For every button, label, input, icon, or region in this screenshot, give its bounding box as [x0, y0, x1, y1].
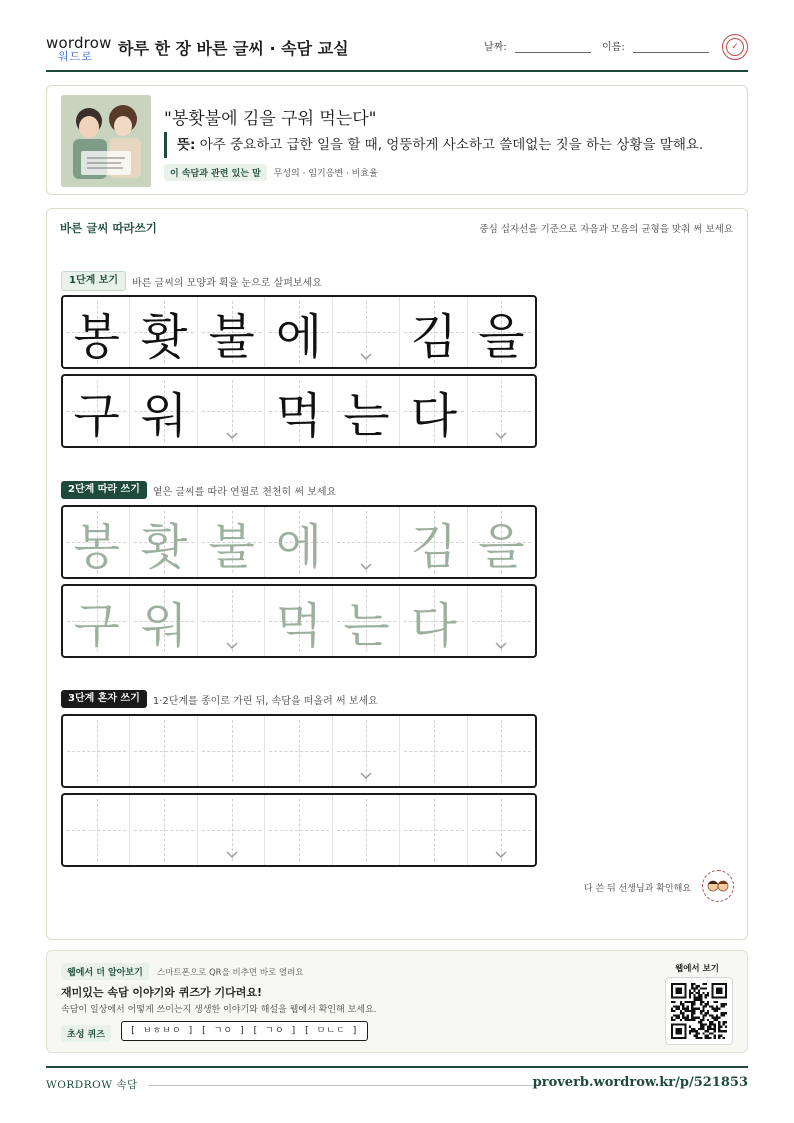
grid-cell[interactable]: [198, 507, 265, 577]
grid-glyph: 봉: [73, 518, 120, 575]
space-mark-icon: [495, 851, 507, 859]
grid-cell[interactable]: [400, 507, 467, 577]
step-2-row-2[interactable]: [61, 584, 537, 658]
check-note: 다 쓴 뒤 선생님과 확인해요: [583, 884, 691, 894]
page-header: [46, 30, 748, 72]
teacher-check-stamp-icon: [702, 870, 734, 902]
qr-code[interactable]: [665, 977, 733, 1045]
practice-title: 바른 글씨 따라쓰기: [60, 221, 157, 235]
check-stamp-icon: ✓: [722, 34, 748, 60]
name-line[interactable]: [633, 42, 709, 53]
grid-cell[interactable]: [468, 507, 535, 577]
step-3-desc: 1·2단계를 종이로 가린 뒤, 속담을 떠올려 써 보세요: [152, 695, 378, 707]
step-2-desc: 옅은 글씨를 따라 연필로 천천히 써 보세요: [152, 486, 337, 498]
logo-text: wordrow: [46, 34, 112, 52]
grid-cell: [400, 297, 467, 367]
space-mark-icon: [226, 851, 238, 859]
footer-brand: WORDROW 속담: [46, 1079, 138, 1091]
step-1-header: [61, 271, 322, 291]
wordrow-logo: [46, 34, 112, 63]
step-2-header: [61, 481, 336, 501]
practice-card: [46, 208, 748, 940]
step-3-header: [61, 690, 378, 710]
grid-glyph: 불: [208, 308, 255, 365]
space-mark-icon: [495, 432, 507, 440]
grid-cell[interactable]: [63, 716, 130, 786]
space-mark-icon: [495, 642, 507, 650]
grid-glyph: 다: [410, 597, 458, 654]
grid-glyph: 봉: [73, 308, 120, 365]
grid-glyph: 구: [73, 387, 120, 444]
qr-label: 웹에서 보기: [674, 964, 719, 974]
step-3-row-1[interactable]: [61, 714, 537, 788]
grid-cell[interactable]: [130, 586, 197, 656]
proverb-illustration: [61, 95, 151, 187]
grid-cell[interactable]: [198, 716, 265, 786]
grid-cell[interactable]: [400, 586, 467, 656]
step-3-row-2[interactable]: [61, 793, 537, 867]
grid-cell: [198, 376, 265, 446]
space-mark-icon: [360, 772, 372, 780]
chosung-quiz-box: [ ㅂㅎㅂㅇ ] [ ㄱㅇ ] [ ㄱㅇ ] [ ㅁㄴㄷ ]: [121, 1021, 368, 1041]
grid-cell[interactable]: [63, 795, 130, 865]
space-mark-icon: [360, 353, 372, 361]
related-label: 이 속담과 관련 있는 말: [164, 164, 267, 181]
proverb-meaning: [164, 132, 703, 158]
step-2-badge: 2단계 따라 쓰기: [61, 481, 147, 499]
grid-cell[interactable]: [130, 507, 197, 577]
step-2-row-1[interactable]: [61, 505, 537, 579]
grid-cell: [63, 297, 130, 367]
grid-cell[interactable]: [333, 716, 400, 786]
meaning-text: 아주 중요하고 급한 일을 할 때, 엉뚱하게 사소하고 쓸데없는 짓을 하는 상황을 말해요.: [199, 137, 704, 153]
grid-glyph: 워: [140, 597, 188, 654]
grid-cell: [333, 376, 400, 446]
space-mark-icon: [360, 563, 372, 571]
grid-glyph: 홧: [140, 518, 188, 575]
grid-glyph: 불: [208, 518, 255, 575]
grid-glyph: 에: [275, 518, 323, 575]
grid-cell[interactable]: [63, 507, 130, 577]
grid-glyph: 먹: [275, 387, 323, 444]
grid-glyph: 먹: [275, 597, 323, 654]
grid-cell: [130, 297, 197, 367]
grid-glyph: 김: [410, 308, 458, 365]
grid-cell: [130, 376, 197, 446]
grid-cell: [198, 297, 265, 367]
date-label: 날짜:: [484, 42, 507, 53]
page-footer: [46, 1066, 748, 1096]
date-field[interactable]: [484, 38, 591, 53]
grid-cell[interactable]: [198, 586, 265, 656]
grid-cell[interactable]: [468, 795, 535, 865]
grid-cell: [333, 297, 400, 367]
grid-glyph: 는: [343, 597, 390, 654]
grid-cell[interactable]: [400, 795, 467, 865]
grid-cell[interactable]: [333, 586, 400, 656]
step-1-row-2: [61, 374, 537, 448]
grid-cell[interactable]: [265, 716, 332, 786]
qr-code-icon[interactable]: [671, 983, 727, 1039]
web-more-card: [46, 950, 748, 1053]
related-words-text: 무성의 · 임기응변 · 비효율: [273, 169, 378, 179]
step-1-row-1: [61, 295, 537, 369]
grid-glyph: 다: [410, 387, 458, 444]
grid-cell[interactable]: [63, 586, 130, 656]
grid-glyph: 을: [478, 518, 525, 575]
quiz-tag: 초성 퀴즈: [61, 1025, 111, 1042]
step-3-badge: 3단계 혼자 쓰기: [61, 690, 147, 708]
name-label: 이름:: [602, 42, 625, 53]
grid-glyph: 을: [478, 308, 525, 365]
grid-glyph: 구: [73, 597, 120, 654]
grid-glyph: 워: [140, 387, 188, 444]
practice-hint: 중심 십자선을 기준으로 자음과 모음의 균형을 맞춰 써 보세요: [479, 224, 733, 235]
grid-cell: [400, 376, 467, 446]
grid-glyph: 는: [343, 387, 390, 444]
proverb-card: [46, 85, 748, 195]
grid-cell[interactable]: [468, 716, 535, 786]
meaning-label: 뜻:: [177, 137, 196, 153]
grid-cell: [468, 297, 535, 367]
grid-cell: [468, 376, 535, 446]
grid-glyph: 김: [410, 518, 458, 575]
grid-cell[interactable]: [265, 795, 332, 865]
related-words: [164, 164, 378, 181]
grid-cell: [63, 376, 130, 446]
grid-cell[interactable]: [400, 716, 467, 786]
grid-cell[interactable]: [333, 795, 400, 865]
footer-rule: [148, 1085, 538, 1086]
grid-glyph: 홧: [140, 308, 188, 365]
grid-cell[interactable]: [130, 795, 197, 865]
grid-cell[interactable]: [265, 507, 332, 577]
grid-cell[interactable]: [333, 507, 400, 577]
proverb-title: "봉홧불에 김을 구워 먹는다": [164, 109, 377, 129]
step-1-desc: 바른 글씨의 모양과 획을 눈으로 살펴보세요: [132, 277, 322, 289]
grid-cell: [265, 297, 332, 367]
grid-cell: [265, 376, 332, 446]
web-more-hint: 스마트폰으로 QR을 비추면 바로 열려요: [157, 968, 304, 978]
web-more-headline: 재미있는 속담 이야기와 퀴즈가 기다려요!: [61, 986, 262, 999]
grid-cell[interactable]: [468, 586, 535, 656]
grid-glyph: 에: [275, 308, 323, 365]
footer-url[interactable]: proverb.wordrow.kr/p/521853: [532, 1075, 748, 1090]
web-more-desc: 속담이 일상에서 어떻게 쓰이는지 생생한 이야기와 해설을 웹에서 확인해 보세요.: [61, 1005, 377, 1015]
date-line[interactable]: [515, 42, 591, 53]
space-mark-icon: [226, 642, 238, 650]
grid-cell[interactable]: [130, 716, 197, 786]
logo-sub-text: 워드로: [58, 50, 93, 63]
space-mark-icon: [226, 432, 238, 440]
name-field[interactable]: [602, 38, 709, 53]
step-1-badge: 1단계 보기: [61, 271, 126, 291]
worksheet-title: 하루 한 장 바른 글씨 · 속담 교실: [118, 39, 349, 58]
grid-cell[interactable]: [265, 586, 332, 656]
web-more-tag: 웹에서 더 알아보기: [61, 963, 149, 980]
grid-cell[interactable]: [198, 795, 265, 865]
